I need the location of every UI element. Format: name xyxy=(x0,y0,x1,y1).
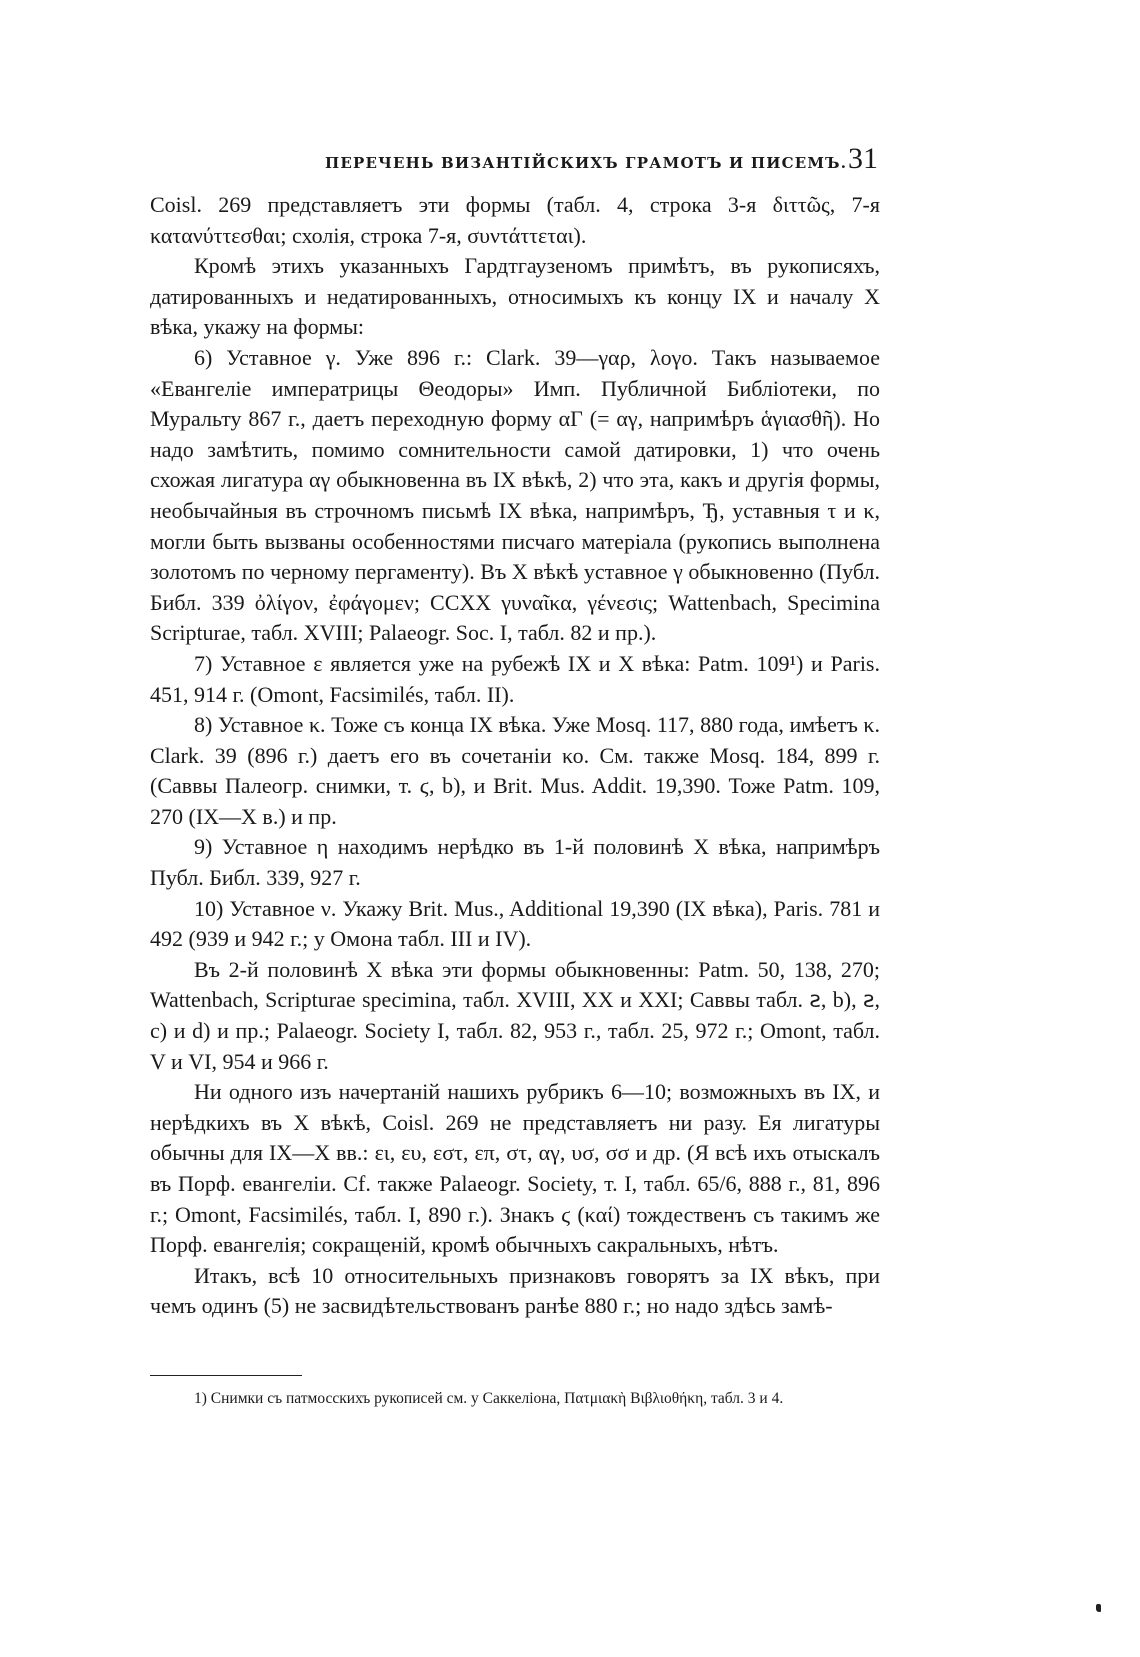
footnote-divider xyxy=(150,1375,302,1376)
paragraph-6: 9) Уставное η находимъ нерѣдко въ 1-й половинѣ X вѣка, напримѣръ Публ. Библ. 339, 927 г. xyxy=(150,834,880,891)
running-head xyxy=(150,138,880,178)
running-head-title: ПЕРЕЧЕНЬ ВИЗАНТІЙСКИХЪ ГРАМОТЪ И ПИСЕМЪ. xyxy=(325,154,848,172)
paragraph-9: Ни одного изъ начертаній нашихъ рубрикъ 6—10; возможныхъ въ IX, и нерѣдкихъ въ X вѣкѣ, Coisl. 269 не представляетъ ни разу. Ея лигатуры обычны для IX—X вв.: ει, ευ, εστ, επ, στ, αγ, υσ, σσ и др. (Я всѣ ихъ отыскалъ въ Порф. евангеліи. Cf. также Palaeogr. Society, т. I, табл. 65/6, 888 г., 81, 896 г.; Omont, Facsimilés, табл. I, 890 г.). Знакъ ϛ (καί) тождественъ съ такимъ же Порф. евангелія; сокращеній, кромѣ обычныхъ сакральныхъ, нѣтъ. xyxy=(150,1079,880,1258)
footnote: 1) Снимки съ патмосскихъ рукописей см. у Саккеліона, Πατμιακὴ Βιβλιοθήκη, табл. 3 и 4. xyxy=(194,1390,784,1407)
paragraph-8: Въ 2-й половинѣ X вѣка эти формы обыкновенны: Patm. 50, 138, 270; Wattenbach, Scripturae specimina, табл. XVIII, XX и XXI; Саввы табл. ꙅ, b), ꙅ, c) и d) и пр.; Palaeogr. Society I, табл. 82, 953 г., табл. 25, 972 г.; Omont, табл. V и VI, 954 и 966 г. xyxy=(150,956,880,1074)
paragraph-2: Кромѣ этихъ указанныхъ Гардтгаузеномъ примѣтъ, въ рукописяхъ, датированныхъ и недатированныхъ, относимыхъ къ концу IX и началу X вѣка, укажу на формы: xyxy=(150,253,880,340)
scan-speck xyxy=(1096,1604,1101,1612)
page-number: 31 xyxy=(848,142,878,175)
paragraph-10: Итакъ, всѣ 10 относительныхъ признаковъ говорятъ за IX вѣкъ, при чемъ одинъ (5) не засвидѣтельствованъ ранѣе 880 г.; но надо здѣсь замѣ- xyxy=(150,1262,880,1319)
paragraph-3: 6) Уставное γ. Уже 896 г.: Clark. 39—γαρ, λογο. Такъ называемое «Евангеліе императрицы Θеодоры» Имп. Публичной Библіотеки, по Муральту 867 г., даетъ переходную форму αΓ (= αγ, напримѣръ ἁγιασθῆ). Но надо замѣтить, помимо сомнительности самой датировки, 1) что очень схожая лигатура αγ обыкновенна въ IX вѣкѣ, 2) что эта, какъ и другія формы, необычайныя въ строчномъ письмѣ IX вѣка, напримѣръ, Ђ, уставныя τ и κ, могли быть вызваны особенностями писчаго матеріала (рукопись выполнена золотомъ по черному пергаменту). Въ X вѣкѣ уставное γ обыкновенно (Публ. Библ. 339 ὀλίγον, ἐφάγομεν; CCXX γυναῖκα, γένεσις; Wattenbach, Specimina Scripturae, табл. XVIII; Palaeogr. Soc. I, табл. 82 и пр.). xyxy=(150,344,880,646)
paragraph-5: 8) Уставное κ. Тоже съ конца IX вѣка. Уже Mosq. 117, 880 года, имѣетъ κ. Clark. 39 (896 г.) даетъ его въ сочетаніи κο. См. также Mosq. 184, 899 г. (Саввы Палеогр. снимки, т. ϛ, b), и Brit. Mus. Addit. 19,390. Тоже Patm. 109, 270 (IX—X в.) и пр. xyxy=(150,712,880,829)
paragraph-4: 7) Уставное ε является уже на рубежѣ IX и X вѣка: Patm. 109¹) и Paris. 451, 914 г. (Omont, Facsimilés, табл. II). xyxy=(150,650,880,707)
paragraph-7: 10) Уставное ν. Укажу Brit. Mus., Additional 19,390 (IX вѣка), Paris. 781 и 492 (939 и 942 г.; у Омона табл. III и IV). xyxy=(150,895,880,952)
paragraph-1: Coisl. 269 представляетъ эти формы (табл. 4, строка 3-я διττῶς, 7-я κατανύττεσθαι; схолія, строка 7-я, συντάττεται). xyxy=(150,192,880,248)
body-text xyxy=(150,190,880,1322)
